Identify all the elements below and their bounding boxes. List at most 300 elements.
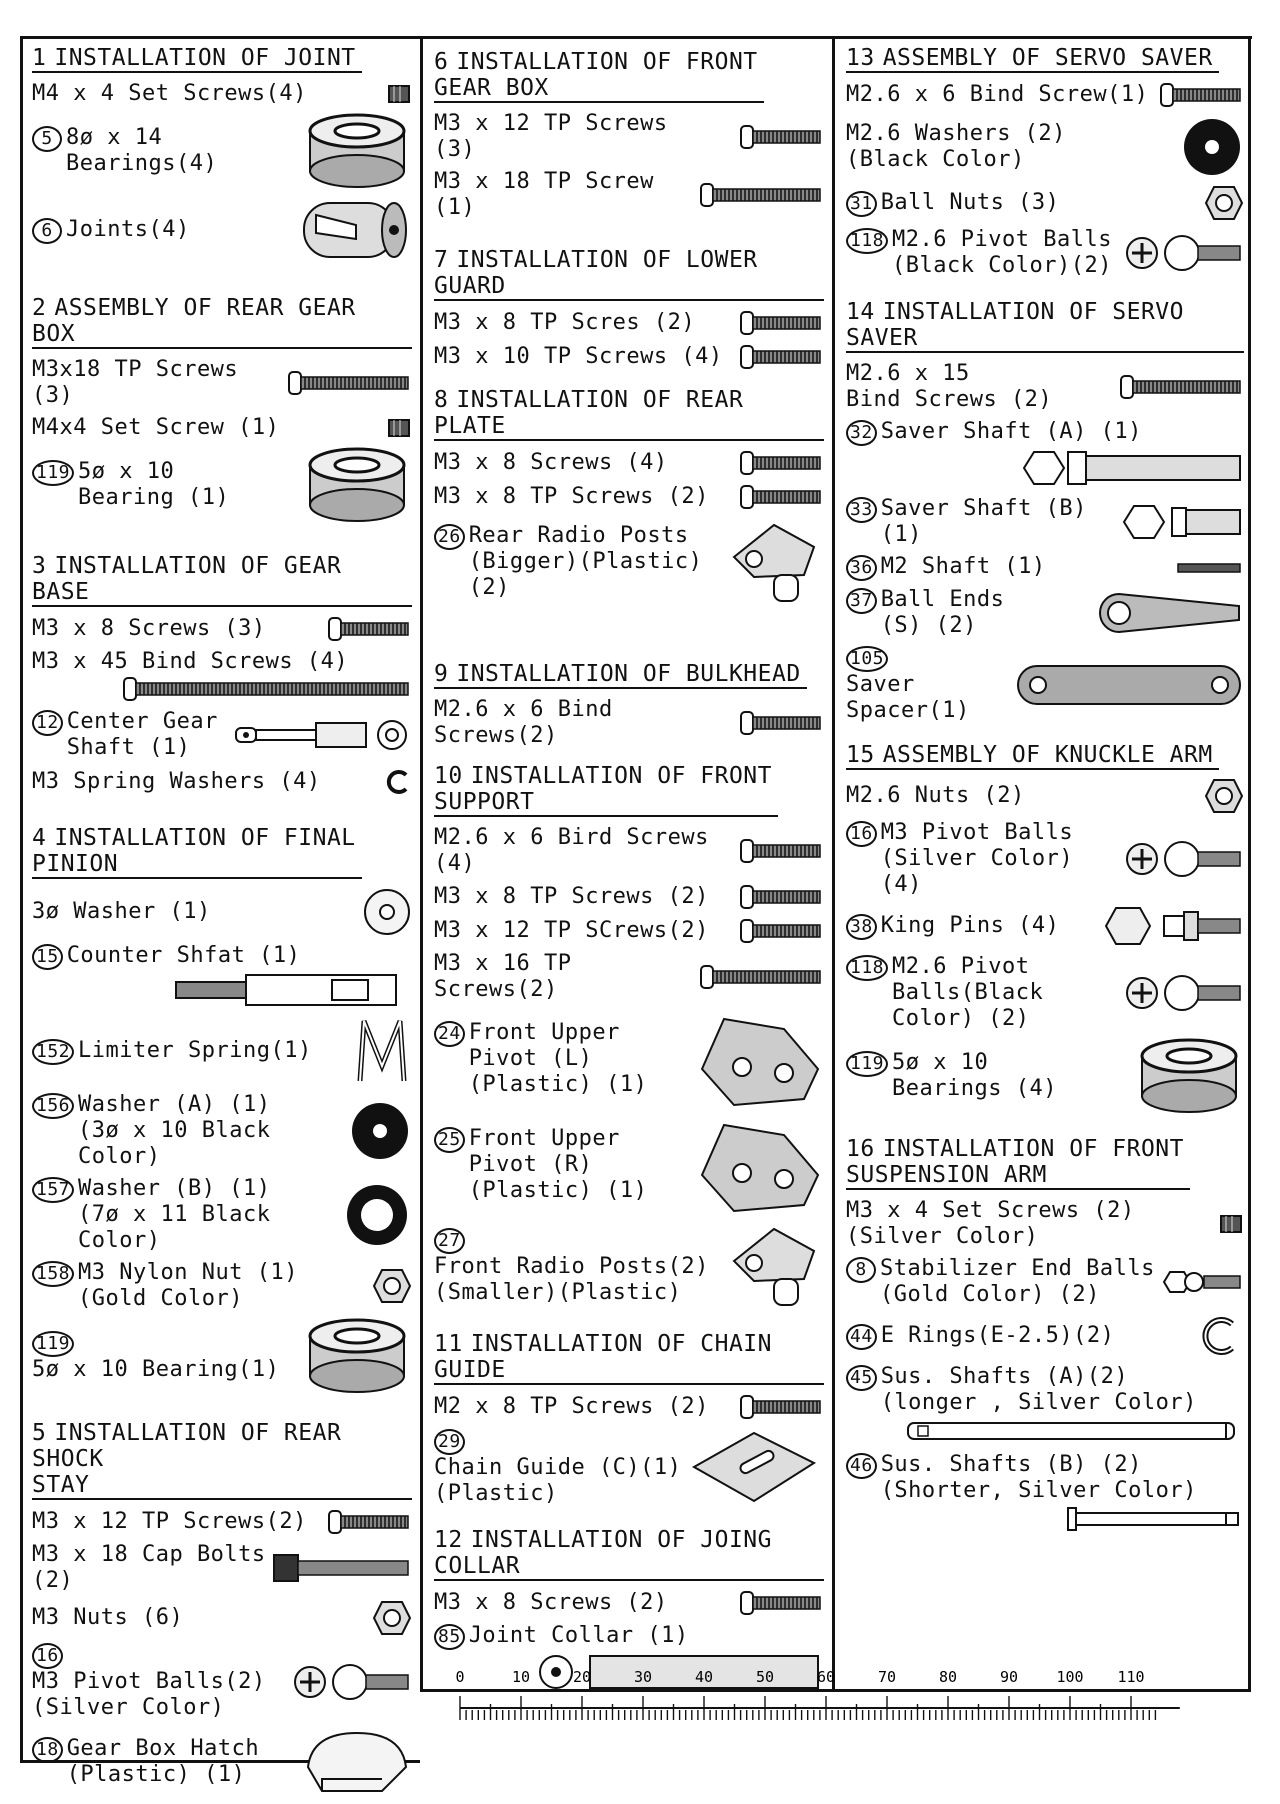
section-title [434, 1331, 824, 1385]
ruler-label: 0 [455, 1668, 465, 1686]
part-label [434, 1590, 668, 1616]
part-description: M3 Spring Washers (4) [32, 769, 321, 794]
part-description: M3 Pivot Balls (Silver Color) (4) [880, 820, 1074, 897]
part-item [32, 887, 412, 937]
part-label [434, 918, 709, 944]
part-description: M2 x 8 TP Screws (2) [434, 1394, 709, 1419]
part-description: Washer (B) (1) (7ø x 11 Black Color) [78, 1176, 271, 1253]
ball-end-icon [1094, 588, 1244, 638]
part-label [32, 459, 229, 511]
section-number: 3 [32, 553, 47, 579]
ruler-label: 70 [877, 1668, 897, 1686]
part-number-badge: 25 [434, 1127, 465, 1153]
section-title-text: ASSEMBLY OF KNUCKLE ARM [882, 742, 1213, 768]
part-description: M3 x 12 TP SCrews(2) [434, 918, 709, 943]
screw-icon [327, 1508, 412, 1536]
part-description: M3 x 12 TP Screws (3) [434, 111, 668, 162]
part-number-badge: 157 [32, 1177, 74, 1203]
set-screw-icon [1218, 1213, 1244, 1235]
part-number-badge: 15 [32, 944, 63, 970]
part-label [434, 111, 668, 163]
part-number-badge: 44 [846, 1324, 877, 1350]
part-number-badge: 152 [32, 1039, 74, 1065]
part-item [32, 649, 412, 703]
part-label [846, 1323, 1114, 1350]
section-number: 13 [846, 45, 875, 71]
part-item [434, 1589, 824, 1617]
section-11 [434, 1331, 824, 1507]
short-sus-shaft-icon [1064, 1504, 1244, 1534]
part-item [434, 917, 824, 945]
part-item [434, 825, 824, 877]
part-label [434, 951, 699, 1003]
screw-icon [739, 883, 824, 911]
part-label [846, 1256, 1155, 1308]
part-item [846, 227, 1244, 279]
section-number: 6 [434, 49, 449, 75]
screw-icon [739, 309, 824, 337]
bearing-icon [302, 447, 412, 523]
part-number-badge: 36 [846, 555, 877, 581]
radio-post-icon [724, 517, 824, 607]
part-number-badge: 156 [32, 1093, 74, 1119]
section-title [434, 661, 807, 689]
part-item [846, 820, 1244, 898]
part-item [846, 115, 1244, 179]
part-number-badge: 119 [32, 1331, 74, 1357]
part-label [434, 1020, 647, 1098]
part-item [32, 113, 412, 189]
section-title-text: ASSEMBLY OF REAR GEAR BOX [32, 295, 356, 347]
part-description: Chain Guide (C)(1) (Plastic) [434, 1454, 682, 1506]
part-item [846, 1256, 1244, 1308]
part-label [32, 1038, 312, 1065]
section-number: 9 [434, 661, 449, 687]
part-label [434, 1227, 724, 1306]
part-number-badge: 119 [32, 460, 74, 486]
part-description: 5ø x 10 Bearing(1) [32, 1356, 280, 1382]
pivot-ball-icon [1124, 231, 1244, 275]
part-item [32, 1318, 412, 1394]
part-description: M2.6 Washers (2) (Black Color) [846, 121, 1066, 172]
part-description: 8ø x 14 Bearings(4) [66, 125, 218, 176]
part-label [32, 1092, 270, 1170]
part-description: M3 Pivot Balls(2) (Silver Color) [32, 1669, 266, 1720]
section-title-text: INSTALLATION OF BULKHEAD [456, 661, 801, 687]
part-description: M4x4 Set Screw (1) [32, 415, 280, 440]
part-item [434, 111, 824, 163]
ruler-label: 10 [511, 1668, 531, 1686]
part-description: M3x18 TP Screws (3) [32, 357, 239, 408]
part-label [846, 645, 1014, 724]
pivot-ball-icon [1124, 837, 1244, 881]
saver-shaft-icon [1024, 446, 1244, 490]
section-number: 12 [434, 1527, 463, 1553]
black-washer-icon [1180, 115, 1244, 179]
washer-icon [362, 887, 412, 937]
bearing-icon [302, 113, 412, 189]
section-title [434, 49, 764, 103]
part-item [32, 1260, 412, 1312]
section-title [434, 247, 824, 301]
part-description: M2.6 Nuts (2) [846, 783, 1025, 808]
part-label [32, 1176, 270, 1254]
part-description: M3 x 8 Screws (4) [434, 450, 668, 475]
pivot-ball-icon [292, 1660, 412, 1704]
ruler-label: 80 [938, 1668, 958, 1686]
part-label [846, 1050, 1057, 1102]
part-number-badge: 119 [846, 1051, 888, 1077]
part-description: M3 x 18 TP Screw (1) [434, 169, 654, 220]
section-title-text: INSTALLATION OF CHAIN GUIDE [434, 1331, 772, 1383]
section-title-text: INSTALLATION OF JOING COLLAR [434, 1527, 772, 1579]
part-description: M2.6 x 15 Bind Screws (2) [846, 361, 1053, 412]
part-description: Saver Spacer(1) [846, 672, 970, 723]
section-number: 15 [846, 742, 875, 768]
part-description: M2.6 x 6 Bind Screw(1) [846, 82, 1149, 107]
part-description: Sus. Shafts (B) (2) (Shorter, Silver Color) [880, 1452, 1197, 1503]
screw-icon [739, 1589, 824, 1617]
section-number: 10 [434, 763, 463, 789]
part-number-badge: 37 [846, 588, 877, 614]
part-item [846, 954, 1244, 1032]
part-description: Joint Collar (1) [468, 1623, 689, 1648]
part-description: M3 x 8 Screws (3) [32, 616, 266, 641]
part-item [32, 415, 412, 441]
part-label [32, 616, 266, 642]
screw-icon [739, 483, 824, 511]
part-description: 5ø x 10 Bearing (1) [78, 459, 230, 510]
part-description: Saver Shaft (B) (1) [880, 496, 1087, 547]
part-description: M3 x 4 Set Screws (2) (Silver Color) [846, 1198, 1135, 1249]
part-description: E Rings(E-2.5)(2) [880, 1322, 1115, 1348]
part-description: M3 x 16 TP Screws(2) [434, 951, 572, 1002]
part-label [32, 81, 307, 107]
screw-icon [739, 343, 824, 371]
black-ring-icon [342, 1180, 412, 1250]
part-label [32, 357, 287, 409]
part-label [434, 1428, 684, 1507]
part-number-badge: 18 [32, 1737, 63, 1763]
section-title-text: INSTALLATION OF FINAL PINION [32, 825, 356, 877]
part-item [32, 1016, 412, 1086]
part-item [434, 883, 824, 911]
section-number: 14 [846, 299, 875, 325]
part-number-badge: 85 [434, 1624, 465, 1650]
part-item [32, 709, 412, 761]
nut-icon [1204, 778, 1244, 814]
pin-icon [1174, 560, 1244, 576]
section-title-text: INSTALLATION OF JOINT [54, 45, 356, 71]
part-description: Center Gear Shaft (1) [66, 709, 218, 760]
pivot-block-icon [694, 1115, 824, 1215]
part-label [32, 125, 217, 177]
part-label [434, 884, 709, 910]
section-9 [434, 661, 824, 749]
part-number-badge: 32 [846, 420, 877, 446]
part-label [846, 554, 1046, 581]
spring-washer-icon [382, 767, 412, 797]
parts-column-1 [32, 45, 412, 1803]
part-description: M3 x 8 Screws (2) [434, 1590, 668, 1615]
section-title-text: INSTALLATION OF FRONT SUPPORT [434, 763, 772, 815]
column-divider [420, 39, 423, 1689]
part-description: M2.6 Pivot Balls (Black Color)(2) [892, 227, 1112, 278]
part-label [846, 190, 1059, 217]
section-title [32, 825, 362, 879]
part-item [32, 447, 412, 523]
ruler-label: 110 [1117, 1668, 1145, 1686]
part-label [32, 769, 321, 795]
part-item [32, 1600, 412, 1636]
part-item [434, 517, 824, 607]
pivot-ball-icon [1124, 971, 1244, 1015]
section-3 [32, 553, 412, 797]
section-title [32, 553, 412, 607]
part-number-badge: 45 [846, 1365, 877, 1391]
part-description: Sus. Shafts (A)(2) (longer , Silver Color) [880, 1364, 1197, 1415]
part-description: Stabilizer End Balls (Gold Color) (2) [880, 1256, 1155, 1307]
black-washer-icon [348, 1099, 412, 1163]
part-number-badge: 16 [32, 1643, 63, 1669]
screw-icon [1159, 81, 1244, 109]
part-label [32, 649, 348, 675]
part-label [434, 169, 654, 221]
part-item [32, 195, 412, 265]
part-label [434, 697, 739, 749]
part-item [846, 361, 1244, 413]
part-label [32, 1736, 259, 1788]
part-item [434, 1009, 824, 1109]
column-divider [832, 39, 835, 1689]
part-number-badge: 158 [32, 1261, 74, 1287]
part-description: Rear Radio Posts (Bigger)(Plastic) (2) [468, 523, 703, 600]
section-title [32, 295, 412, 349]
part-label [846, 82, 1148, 108]
part-item [32, 81, 412, 107]
ruler-label: 20 [572, 1668, 592, 1686]
part-item [32, 767, 412, 797]
part-label [32, 217, 190, 244]
ruler-label: 60 [816, 1668, 836, 1686]
part-label [32, 943, 300, 970]
screw-icon [739, 709, 824, 737]
section-2 [32, 295, 412, 523]
part-description: Washer (A) (1) (3ø x 10 Black Color) [78, 1092, 271, 1169]
long-screw-icon [699, 181, 824, 209]
part-item [434, 309, 824, 337]
section-15 [846, 742, 1244, 1114]
long-screw-icon [287, 369, 412, 397]
section-title-text: INSTALLATION OF GEAR BASE [32, 553, 342, 605]
part-label [434, 523, 702, 601]
part-item [434, 951, 824, 1003]
part-item [846, 1198, 1244, 1250]
part-label [32, 1642, 292, 1721]
ruler-label: 90 [999, 1668, 1019, 1686]
part-item [434, 697, 824, 749]
part-label [846, 820, 1073, 898]
part-number-badge: 24 [434, 1021, 465, 1047]
section-title [434, 387, 824, 441]
part-item [846, 419, 1244, 490]
part-label [32, 1330, 302, 1383]
part-label [846, 496, 1087, 548]
part-description: Front Radio Posts(2) (Smaller)(Plastic) [434, 1253, 709, 1305]
part-description: M3 x 12 TP Screws(2) [32, 1509, 307, 1534]
part-number-badge: 46 [846, 1453, 877, 1479]
part-label [434, 1394, 709, 1420]
part-label [846, 587, 1004, 639]
part-label [434, 344, 723, 370]
king-pin-icon [1104, 904, 1244, 948]
part-description: Counter Shfat (1) [66, 943, 301, 968]
spacer-icon [1014, 660, 1244, 710]
part-item [846, 554, 1244, 581]
very-long-screw-icon [122, 675, 412, 703]
part-label [434, 484, 709, 510]
parts-list-sheet [20, 36, 1252, 1787]
part-item [846, 904, 1244, 948]
left-border [20, 39, 23, 1763]
ruler-label: 30 [633, 1668, 653, 1686]
section-13 [846, 45, 1244, 279]
section-6 [434, 49, 824, 221]
part-item [846, 1364, 1244, 1446]
part-item [846, 645, 1244, 724]
section-title [846, 299, 1244, 353]
part-description: M2.6 x 6 Bird Screws (4) [434, 825, 709, 876]
part-label [846, 361, 1052, 413]
section-8 [434, 387, 824, 607]
screw-icon [327, 615, 412, 643]
part-label [32, 899, 211, 925]
part-item [846, 1452, 1244, 1534]
part-number-badge: 8 [846, 1257, 876, 1283]
section-number: 2 [32, 295, 47, 321]
part-description: M3 x 8 TP Scres (2) [434, 310, 696, 335]
long-shaft-icon [904, 1416, 1244, 1446]
section-10 [434, 763, 824, 1311]
part-description: Front Upper Pivot (L) (Plastic) (1) [468, 1020, 648, 1097]
part-description: M3 x 10 TP Screws (4) [434, 344, 723, 369]
part-item [32, 943, 412, 1010]
shaft-icon [232, 715, 412, 755]
section-title [434, 1527, 824, 1581]
part-number-badge: 16 [846, 821, 877, 847]
part-description: Saver Shaft (A) (1) [880, 419, 1142, 444]
part-item [434, 449, 824, 477]
joint-icon [296, 195, 412, 265]
part-description: Limiter Spring(1) [78, 1037, 312, 1063]
part-number-badge: 26 [434, 524, 465, 550]
parts-column-3 [846, 45, 1244, 1540]
part-item [32, 357, 412, 409]
part-description: 5ø x 10 Bearings (4) [892, 1050, 1057, 1101]
bearing-icon [302, 1318, 412, 1394]
part-number-badge: 118 [846, 955, 888, 981]
section-number: 8 [434, 387, 449, 413]
chain-guide-icon [684, 1427, 824, 1507]
part-item [32, 1176, 412, 1254]
short-shaft-icon [1124, 500, 1244, 544]
part-number-badge: 105 [846, 646, 888, 672]
part-label [32, 709, 218, 761]
part-item [32, 615, 412, 643]
part-number-badge: 12 [32, 710, 63, 736]
part-item [32, 1092, 412, 1170]
long-screw-icon [1119, 373, 1244, 401]
part-item [846, 1038, 1244, 1114]
ruler-label: 100 [1056, 1668, 1084, 1686]
part-label [846, 227, 1112, 279]
part-description: King Pins (4) [880, 912, 1060, 938]
part-description: Ball Nuts (3) [880, 189, 1060, 215]
right-border [1248, 39, 1251, 1689]
part-description: M3 x 45 Bind Screws (4) [32, 649, 349, 674]
part-item [846, 778, 1244, 814]
section-title [434, 763, 778, 817]
section-number: 4 [32, 825, 47, 851]
section-number: 5 [32, 1420, 47, 1446]
section-number: 7 [434, 247, 449, 273]
part-description: M2.6 x 6 Bind Screws(2) [434, 697, 613, 748]
screw-icon [739, 449, 824, 477]
long-screw-icon [699, 963, 824, 991]
section-number: 11 [434, 1331, 463, 1357]
screw-icon [739, 1393, 824, 1421]
part-number-badge: 31 [846, 191, 877, 217]
part-item [846, 496, 1244, 548]
section-title [846, 45, 1219, 73]
section-title-text: INSTALLATION OF FRONT SUSPENSION ARM [846, 1136, 1184, 1188]
counter-shaft-icon [172, 970, 412, 1010]
section-14 [846, 299, 1244, 724]
part-label [434, 1623, 689, 1650]
section-title-text: INSTALLATION OF REAR PLATE [434, 387, 744, 439]
part-label [434, 450, 668, 476]
section-title [846, 1136, 1190, 1190]
part-label [32, 1605, 183, 1631]
part-item [32, 1542, 412, 1594]
bearing-icon [1134, 1038, 1244, 1114]
part-description: M2.6 Pivot Balls(Black Color) (2) [892, 954, 1044, 1031]
part-item [846, 81, 1244, 109]
part-label [846, 783, 1025, 809]
part-number-badge: 33 [846, 497, 877, 523]
part-number-badge: 118 [846, 228, 888, 254]
hatch-icon [302, 1727, 412, 1797]
part-item [434, 343, 824, 371]
part-item [434, 1115, 824, 1215]
section-5 [32, 1420, 412, 1797]
nut-icon [1204, 185, 1244, 221]
part-description: M3 x 8 TP Screws (2) [434, 484, 709, 509]
part-label [32, 1542, 266, 1594]
part-item [434, 1427, 824, 1507]
part-item [846, 587, 1244, 639]
part-description: M3 Nylon Nut (1) (Gold Color) [78, 1260, 298, 1311]
part-label [846, 1452, 1197, 1504]
section-1 [32, 45, 412, 265]
section-number: 16 [846, 1136, 875, 1162]
part-description: Gear Box Hatch (Plastic) (1) [66, 1736, 260, 1787]
parts-column-2 [434, 49, 824, 1700]
nut-icon [372, 1600, 412, 1636]
part-description: M3 x 8 TP Screws (2) [434, 884, 709, 909]
part-item [846, 1314, 1244, 1358]
section-title-text: INSTALLATION OF REAR SHOCK STAY [32, 1420, 342, 1498]
